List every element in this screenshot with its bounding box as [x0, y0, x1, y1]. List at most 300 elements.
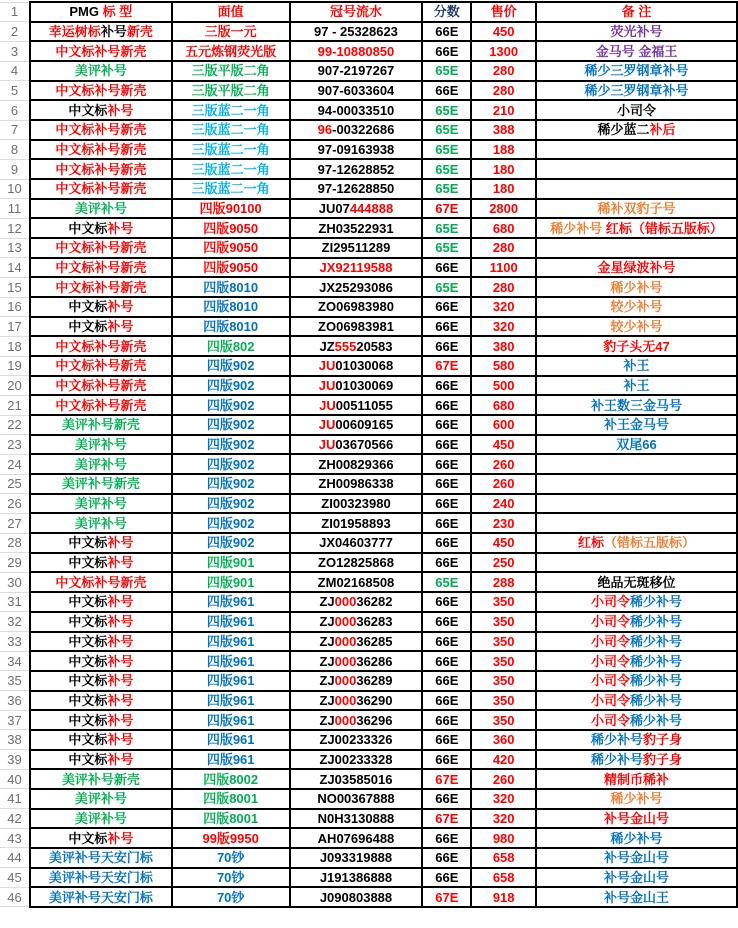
cell-serial-number[interactable]: [290, 513, 423, 533]
cell-serial-number[interactable]: [290, 415, 423, 435]
cell-remarks[interactable]: [536, 789, 737, 809]
cell-pmg-type[interactable]: [30, 750, 172, 770]
cell-grade[interactable]: [422, 317, 471, 337]
cell-price[interactable]: [471, 887, 536, 907]
cell-grade[interactable]: [422, 868, 471, 888]
cell-grade[interactable]: [422, 41, 471, 61]
cell-denomination[interactable]: [172, 828, 290, 848]
cell-serial-number[interactable]: [290, 218, 423, 238]
cell-serial-number[interactable]: [290, 710, 423, 730]
cell-grade[interactable]: [422, 632, 471, 652]
row-number[interactable]: 39: [0, 750, 30, 770]
cell-denomination[interactable]: [172, 179, 290, 199]
cell-serial-number[interactable]: [290, 769, 423, 789]
cell-price[interactable]: [471, 61, 536, 81]
row-number[interactable]: 10: [0, 179, 30, 199]
row-number[interactable]: 20: [0, 376, 30, 396]
cell-serial-number[interactable]: [290, 395, 423, 415]
cell-denomination[interactable]: [172, 789, 290, 809]
cell-pmg-type[interactable]: [30, 336, 172, 356]
header-cell-serial-number[interactable]: [290, 2, 423, 22]
cell-remarks[interactable]: [536, 474, 737, 494]
cell-remarks[interactable]: [536, 868, 737, 888]
row-number[interactable]: 11: [0, 199, 30, 219]
cell-grade[interactable]: [422, 789, 471, 809]
cell-serial-number[interactable]: [290, 632, 423, 652]
cell-remarks[interactable]: [536, 671, 737, 691]
cell-remarks[interactable]: [536, 494, 737, 514]
cell-pmg-type[interactable]: [30, 494, 172, 514]
cell-denomination[interactable]: [172, 356, 290, 376]
header-cell-grade[interactable]: [422, 2, 471, 22]
cell-price[interactable]: [471, 671, 536, 691]
cell-grade[interactable]: [422, 494, 471, 514]
cell-price[interactable]: [471, 140, 536, 160]
row-number[interactable]: 46: [0, 887, 30, 907]
cell-pmg-type[interactable]: [30, 41, 172, 61]
cell-denomination[interactable]: [172, 553, 290, 573]
cell-serial-number[interactable]: [290, 199, 423, 219]
row-number[interactable]: 36: [0, 691, 30, 711]
cell-remarks[interactable]: [536, 592, 737, 612]
cell-pmg-type[interactable]: [30, 671, 172, 691]
cell-denomination[interactable]: [172, 297, 290, 317]
cell-remarks[interactable]: [536, 22, 737, 42]
cell-denomination[interactable]: [172, 513, 290, 533]
cell-denomination[interactable]: [172, 415, 290, 435]
cell-remarks[interactable]: [536, 100, 737, 120]
row-number[interactable]: 32: [0, 612, 30, 632]
cell-pmg-type[interactable]: [30, 572, 172, 592]
row-number[interactable]: 5: [0, 81, 30, 101]
cell-denomination[interactable]: [172, 376, 290, 396]
cell-denomination[interactable]: [172, 750, 290, 770]
row-number[interactable]: 13: [0, 238, 30, 258]
cell-grade[interactable]: [422, 120, 471, 140]
cell-pmg-type[interactable]: [30, 61, 172, 81]
cell-price[interactable]: [471, 376, 536, 396]
cell-price[interactable]: [471, 258, 536, 278]
cell-serial-number[interactable]: [290, 828, 423, 848]
row-number[interactable]: 41: [0, 789, 30, 809]
cell-pmg-type[interactable]: [30, 632, 172, 652]
cell-denomination[interactable]: [172, 41, 290, 61]
cell-grade[interactable]: [422, 750, 471, 770]
cell-serial-number[interactable]: [290, 572, 423, 592]
cell-denomination[interactable]: [172, 651, 290, 671]
cell-denomination[interactable]: [172, 809, 290, 829]
cell-remarks[interactable]: [536, 395, 737, 415]
cell-grade[interactable]: [422, 533, 471, 553]
cell-remarks[interactable]: [536, 572, 737, 592]
cell-serial-number[interactable]: [290, 868, 423, 888]
cell-pmg-type[interactable]: [30, 22, 172, 42]
cell-price[interactable]: [471, 553, 536, 573]
cell-price[interactable]: [471, 651, 536, 671]
cell-price[interactable]: [471, 474, 536, 494]
cell-serial-number[interactable]: [290, 179, 423, 199]
cell-pmg-type[interactable]: [30, 120, 172, 140]
cell-grade[interactable]: [422, 218, 471, 238]
cell-grade[interactable]: [422, 81, 471, 101]
row-number[interactable]: 27: [0, 513, 30, 533]
row-number[interactable]: 44: [0, 848, 30, 868]
cell-remarks[interactable]: [536, 691, 737, 711]
cell-grade[interactable]: [422, 474, 471, 494]
row-number[interactable]: 26: [0, 494, 30, 514]
cell-grade[interactable]: [422, 336, 471, 356]
row-number[interactable]: 14: [0, 258, 30, 278]
cell-denomination[interactable]: [172, 730, 290, 750]
cell-price[interactable]: [471, 868, 536, 888]
cell-grade[interactable]: [422, 100, 471, 120]
cell-denomination[interactable]: [172, 22, 290, 42]
cell-serial-number[interactable]: [290, 140, 423, 160]
row-number[interactable]: 30: [0, 572, 30, 592]
cell-remarks[interactable]: [536, 376, 737, 396]
cell-serial-number[interactable]: [290, 848, 423, 868]
cell-pmg-type[interactable]: [30, 218, 172, 238]
cell-denomination[interactable]: [172, 238, 290, 258]
cell-remarks[interactable]: [536, 356, 737, 376]
cell-denomination[interactable]: [172, 710, 290, 730]
cell-pmg-type[interactable]: [30, 651, 172, 671]
cell-remarks[interactable]: [536, 120, 737, 140]
row-number[interactable]: 43: [0, 828, 30, 848]
cell-remarks[interactable]: [536, 887, 737, 907]
cell-serial-number[interactable]: [290, 474, 423, 494]
cell-serial-number[interactable]: [290, 494, 423, 514]
row-number[interactable]: 22: [0, 415, 30, 435]
cell-price[interactable]: [471, 691, 536, 711]
cell-denomination[interactable]: [172, 612, 290, 632]
cell-pmg-type[interactable]: [30, 395, 172, 415]
cell-grade[interactable]: [422, 730, 471, 750]
cell-pmg-type[interactable]: [30, 317, 172, 337]
cell-denomination[interactable]: [172, 317, 290, 337]
cell-price[interactable]: [471, 179, 536, 199]
cell-remarks[interactable]: [536, 297, 737, 317]
row-number[interactable]: 4: [0, 61, 30, 81]
row-number[interactable]: 1: [0, 2, 30, 22]
cell-grade[interactable]: [422, 612, 471, 632]
cell-grade[interactable]: [422, 22, 471, 42]
cell-serial-number[interactable]: [290, 258, 423, 278]
cell-price[interactable]: [471, 22, 536, 42]
cell-denomination[interactable]: [172, 61, 290, 81]
row-number[interactable]: 35: [0, 671, 30, 691]
row-number[interactable]: 21: [0, 395, 30, 415]
cell-price[interactable]: [471, 120, 536, 140]
cell-grade[interactable]: [422, 415, 471, 435]
cell-grade[interactable]: [422, 592, 471, 612]
cell-remarks[interactable]: [536, 435, 737, 455]
cell-remarks[interactable]: [536, 809, 737, 829]
cell-remarks[interactable]: [536, 218, 737, 238]
cell-price[interactable]: [471, 730, 536, 750]
cell-remarks[interactable]: [536, 61, 737, 81]
cell-denomination[interactable]: [172, 218, 290, 238]
header-cell-price[interactable]: [471, 2, 536, 22]
cell-serial-number[interactable]: [290, 376, 423, 396]
cell-serial-number[interactable]: [290, 277, 423, 297]
cell-denomination[interactable]: [172, 691, 290, 711]
cell-remarks[interactable]: [536, 317, 737, 337]
cell-serial-number[interactable]: [290, 809, 423, 829]
cell-price[interactable]: [471, 848, 536, 868]
cell-serial-number[interactable]: [290, 100, 423, 120]
row-number[interactable]: 31: [0, 592, 30, 612]
cell-pmg-type[interactable]: [30, 553, 172, 573]
cell-denomination[interactable]: [172, 435, 290, 455]
cell-serial-number[interactable]: [290, 22, 423, 42]
cell-remarks[interactable]: [536, 238, 737, 258]
cell-pmg-type[interactable]: [30, 474, 172, 494]
row-number[interactable]: 6: [0, 100, 30, 120]
cell-price[interactable]: [471, 199, 536, 219]
cell-pmg-type[interactable]: [30, 513, 172, 533]
cell-pmg-type[interactable]: [30, 415, 172, 435]
cell-price[interactable]: [471, 454, 536, 474]
cell-denomination[interactable]: [172, 572, 290, 592]
cell-remarks[interactable]: [536, 651, 737, 671]
cell-price[interactable]: [471, 612, 536, 632]
cell-grade[interactable]: [422, 848, 471, 868]
cell-serial-number[interactable]: [290, 297, 423, 317]
cell-pmg-type[interactable]: [30, 297, 172, 317]
cell-pmg-type[interactable]: [30, 376, 172, 396]
row-number[interactable]: 8: [0, 140, 30, 160]
row-number[interactable]: 17: [0, 317, 30, 337]
row-number[interactable]: 42: [0, 809, 30, 829]
cell-grade[interactable]: [422, 887, 471, 907]
cell-serial-number[interactable]: [290, 691, 423, 711]
cell-serial-number[interactable]: [290, 651, 423, 671]
cell-serial-number[interactable]: [290, 81, 423, 101]
cell-denomination[interactable]: [172, 159, 290, 179]
row-number[interactable]: 15: [0, 277, 30, 297]
cell-serial-number[interactable]: [290, 120, 423, 140]
cell-remarks[interactable]: [536, 179, 737, 199]
cell-price[interactable]: [471, 710, 536, 730]
cell-price[interactable]: [471, 356, 536, 376]
cell-grade[interactable]: [422, 454, 471, 474]
cell-price[interactable]: [471, 435, 536, 455]
cell-denomination[interactable]: [172, 868, 290, 888]
cell-remarks[interactable]: [536, 41, 737, 61]
row-number[interactable]: 2: [0, 22, 30, 42]
cell-grade[interactable]: [422, 277, 471, 297]
cell-serial-number[interactable]: [290, 159, 423, 179]
row-number[interactable]: 38: [0, 730, 30, 750]
cell-grade[interactable]: [422, 651, 471, 671]
row-number[interactable]: 28: [0, 533, 30, 553]
cell-pmg-type[interactable]: [30, 789, 172, 809]
cell-pmg-type[interactable]: [30, 81, 172, 101]
cell-serial-number[interactable]: [290, 454, 423, 474]
cell-pmg-type[interactable]: [30, 868, 172, 888]
cell-price[interactable]: [471, 81, 536, 101]
cell-price[interactable]: [471, 317, 536, 337]
cell-grade[interactable]: [422, 297, 471, 317]
cell-remarks[interactable]: [536, 710, 737, 730]
cell-grade[interactable]: [422, 828, 471, 848]
cell-serial-number[interactable]: [290, 356, 423, 376]
cell-price[interactable]: [471, 632, 536, 652]
cell-grade[interactable]: [422, 258, 471, 278]
cell-denomination[interactable]: [172, 140, 290, 160]
row-number[interactable]: 23: [0, 435, 30, 455]
cell-remarks[interactable]: [536, 533, 737, 553]
cell-remarks[interactable]: [536, 513, 737, 533]
cell-denomination[interactable]: [172, 199, 290, 219]
cell-serial-number[interactable]: [290, 435, 423, 455]
cell-price[interactable]: [471, 238, 536, 258]
cell-price[interactable]: [471, 769, 536, 789]
cell-grade[interactable]: [422, 710, 471, 730]
cell-remarks[interactable]: [536, 277, 737, 297]
cell-price[interactable]: [471, 297, 536, 317]
row-number[interactable]: 18: [0, 336, 30, 356]
cell-pmg-type[interactable]: [30, 258, 172, 278]
header-cell-denomination[interactable]: [172, 2, 290, 22]
row-number[interactable]: 34: [0, 651, 30, 671]
cell-remarks[interactable]: [536, 159, 737, 179]
cell-serial-number[interactable]: [290, 887, 423, 907]
cell-remarks[interactable]: [536, 848, 737, 868]
cell-denomination[interactable]: [172, 454, 290, 474]
cell-grade[interactable]: [422, 769, 471, 789]
cell-price[interactable]: [471, 533, 536, 553]
cell-serial-number[interactable]: [290, 730, 423, 750]
cell-grade[interactable]: [422, 179, 471, 199]
cell-grade[interactable]: [422, 691, 471, 711]
cell-denomination[interactable]: [172, 474, 290, 494]
row-number[interactable]: 45: [0, 868, 30, 888]
header-cell-pmg-type[interactable]: [30, 2, 172, 22]
cell-remarks[interactable]: [536, 612, 737, 632]
header-cell-remarks[interactable]: [536, 2, 737, 22]
cell-grade[interactable]: [422, 356, 471, 376]
cell-remarks[interactable]: [536, 140, 737, 160]
cell-price[interactable]: [471, 494, 536, 514]
cell-pmg-type[interactable]: [30, 809, 172, 829]
cell-remarks[interactable]: [536, 415, 737, 435]
cell-denomination[interactable]: [172, 81, 290, 101]
cell-denomination[interactable]: [172, 592, 290, 612]
cell-pmg-type[interactable]: [30, 828, 172, 848]
cell-price[interactable]: [471, 336, 536, 356]
cell-denomination[interactable]: [172, 277, 290, 297]
cell-grade[interactable]: [422, 553, 471, 573]
row-number[interactable]: 9: [0, 159, 30, 179]
row-number[interactable]: 37: [0, 710, 30, 730]
cell-grade[interactable]: [422, 376, 471, 396]
cell-price[interactable]: [471, 415, 536, 435]
cell-price[interactable]: [471, 218, 536, 238]
cell-denomination[interactable]: [172, 848, 290, 868]
cell-pmg-type[interactable]: [30, 159, 172, 179]
cell-pmg-type[interactable]: [30, 179, 172, 199]
cell-serial-number[interactable]: [290, 336, 423, 356]
cell-grade[interactable]: [422, 572, 471, 592]
cell-price[interactable]: [471, 513, 536, 533]
cell-pmg-type[interactable]: [30, 730, 172, 750]
cell-serial-number[interactable]: [290, 61, 423, 81]
cell-pmg-type[interactable]: [30, 691, 172, 711]
cell-pmg-type[interactable]: [30, 533, 172, 553]
cell-remarks[interactable]: [536, 750, 737, 770]
row-number[interactable]: 16: [0, 297, 30, 317]
row-number[interactable]: 33: [0, 632, 30, 652]
cell-denomination[interactable]: [172, 671, 290, 691]
cell-price[interactable]: [471, 100, 536, 120]
cell-grade[interactable]: [422, 671, 471, 691]
cell-remarks[interactable]: [536, 730, 737, 750]
cell-grade[interactable]: [422, 395, 471, 415]
cell-remarks[interactable]: [536, 769, 737, 789]
cell-pmg-type[interactable]: [30, 887, 172, 907]
cell-serial-number[interactable]: [290, 238, 423, 258]
cell-remarks[interactable]: [536, 553, 737, 573]
cell-grade[interactable]: [422, 435, 471, 455]
row-number[interactable]: 29: [0, 553, 30, 573]
cell-denomination[interactable]: [172, 632, 290, 652]
cell-denomination[interactable]: [172, 533, 290, 553]
cell-serial-number[interactable]: [290, 317, 423, 337]
row-number[interactable]: 12: [0, 218, 30, 238]
cell-grade[interactable]: [422, 809, 471, 829]
cell-serial-number[interactable]: [290, 750, 423, 770]
cell-denomination[interactable]: [172, 769, 290, 789]
cell-remarks[interactable]: [536, 336, 737, 356]
cell-serial-number[interactable]: [290, 789, 423, 809]
cell-remarks[interactable]: [536, 258, 737, 278]
cell-remarks[interactable]: [536, 828, 737, 848]
cell-pmg-type[interactable]: [30, 710, 172, 730]
cell-remarks[interactable]: [536, 632, 737, 652]
cell-pmg-type[interactable]: [30, 140, 172, 160]
row-number[interactable]: 40: [0, 769, 30, 789]
cell-price[interactable]: [471, 592, 536, 612]
cell-grade[interactable]: [422, 238, 471, 258]
cell-serial-number[interactable]: [290, 671, 423, 691]
cell-grade[interactable]: [422, 199, 471, 219]
cell-price[interactable]: [471, 572, 536, 592]
cell-remarks[interactable]: [536, 81, 737, 101]
cell-pmg-type[interactable]: [30, 238, 172, 258]
cell-pmg-type[interactable]: [30, 848, 172, 868]
cell-denomination[interactable]: [172, 100, 290, 120]
cell-remarks[interactable]: [536, 454, 737, 474]
cell-price[interactable]: [471, 789, 536, 809]
cell-price[interactable]: [471, 750, 536, 770]
cell-pmg-type[interactable]: [30, 100, 172, 120]
cell-price[interactable]: [471, 809, 536, 829]
cell-pmg-type[interactable]: [30, 199, 172, 219]
cell-pmg-type[interactable]: [30, 592, 172, 612]
cell-serial-number[interactable]: [290, 553, 423, 573]
cell-price[interactable]: [471, 159, 536, 179]
row-number[interactable]: 19: [0, 356, 30, 376]
cell-serial-number[interactable]: [290, 533, 423, 553]
cell-serial-number[interactable]: [290, 41, 423, 61]
cell-pmg-type[interactable]: [30, 454, 172, 474]
cell-denomination[interactable]: [172, 120, 290, 140]
row-number[interactable]: 3: [0, 41, 30, 61]
cell-price[interactable]: [471, 41, 536, 61]
cell-pmg-type[interactable]: [30, 435, 172, 455]
